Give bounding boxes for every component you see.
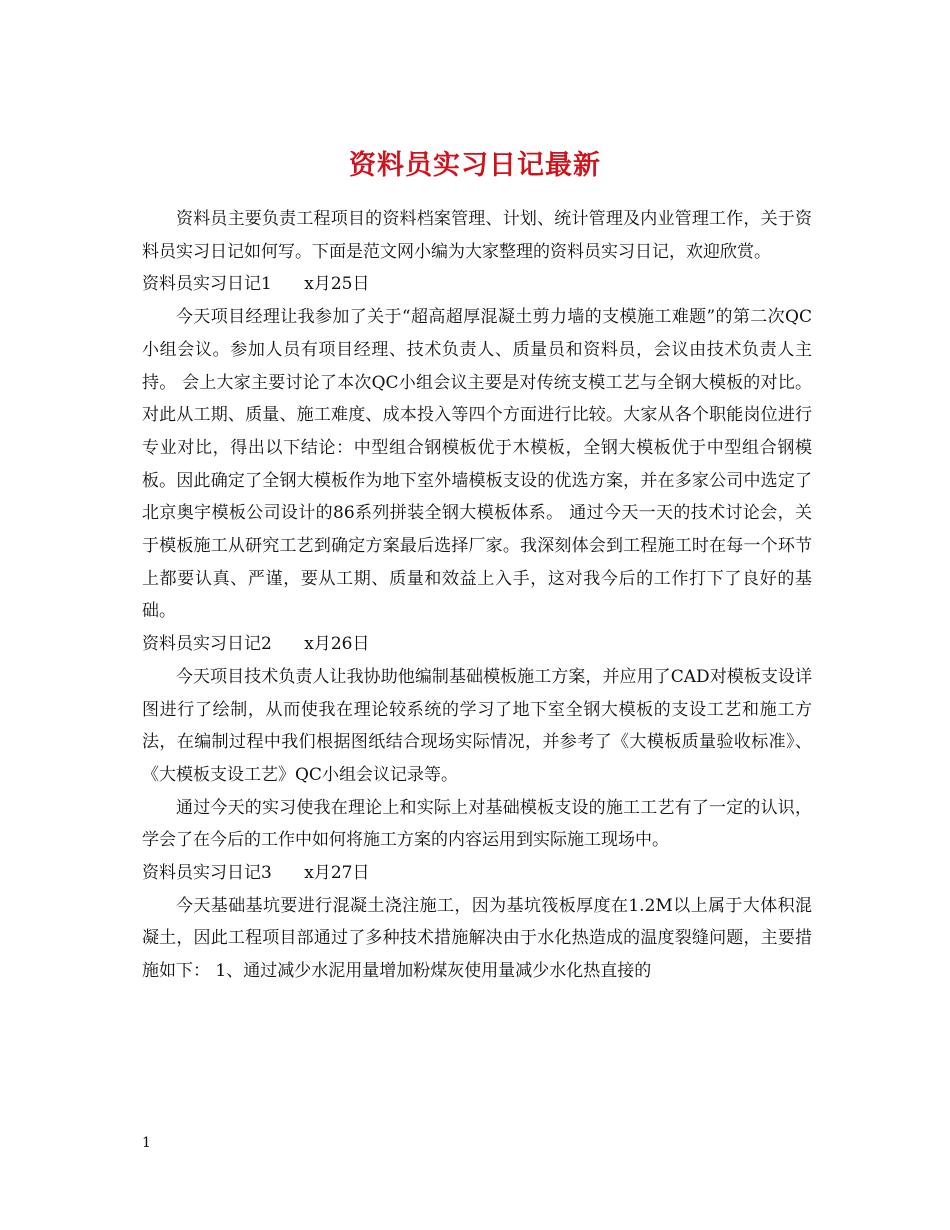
document-title: 资料员实习日记最新 (349, 150, 601, 182)
intro-paragraph: 资料员主要负责工程项目的资料档案管理、计划、统计管理及内业管理工作，关于资料员实习日记如何写。下面是范文网小编为大家整理的资料员实习日记，欢迎欣赏。 (142, 209, 812, 262)
entry-3-paragraph: 今天基础基坑要进行混凝土浇注施工，因为基坑筏板厚度在1.2M以上属于大体积混凝土，因此工程项目部通过了多种技术措施解决由于水化热造成的温度裂缝问题，主要措施如下： 1、通过减少水泥用量增加粉煤灰使用量减少水化热直接的 (142, 895, 812, 982)
entry-heading-1: 资料员实习日记1 x月25日 (142, 274, 370, 295)
entry-2-paragraph-1: 今天项目技术负责人让我协助他编制基础模板施工方案，并应用了CAD对模板支设详图进行了绘制，从而使我在理论较系统的学习了地下室全钢大模板的支设工艺和施工方法，在编制过程中我们根据图纸结合现场实际情况，并参考了《大模板质量验收标准》、《大模板支设工艺》QC小组会议记录等。 (142, 666, 812, 785)
page-number: 1 (142, 1135, 151, 1151)
document-body (142, 203, 812, 988)
entry-1-paragraph: 今天项目经理让我参加了关于“超高超厚混凝土剪力墙的支模施工难题”的第二次QC小组会议。参加人员有项目经理、技术负责人、质量员和资料员，会议由技术负责人主持。 会上大家主要讨论了本次QC小组会议主要是对传统支模工艺与全钢大模板的对比。对此从工期、质量、施工难度、成本投入等四个方面进行比较。大家从各个职能岗位进行专业对比，得出以下结论：中型组合钢模板优于木模板，全钢大模板优于中型组合钢模板。因此确定了全钢大模板作为地下室外墙模板支设的优选方案，并在多家公司中选定了北京奥宇模板公司设计的86系列拼装全钢大模板体系。 通过今天一天的技术讨论会，关于模板施工从研究工艺到确定方案最后选择厂家。我深刻体会到工程施工时在每一个环节上都要认真、严谨，要从工期、质量和效益上入手，这对我今后的工作打下了良好的基础。 (142, 307, 812, 622)
entry-heading-2: 资料员实习日记2 x月26日 (142, 634, 370, 655)
entry-heading-3: 资料员实习日记3 x月27日 (142, 863, 370, 884)
entry-2-paragraph-2: 通过今天的实习使我在理论上和实际上对基础模板支设的施工工艺有了一定的认识，学会了在今后的工作中如何将施工方案的内容运用到实际施工现场中。 (142, 797, 812, 851)
